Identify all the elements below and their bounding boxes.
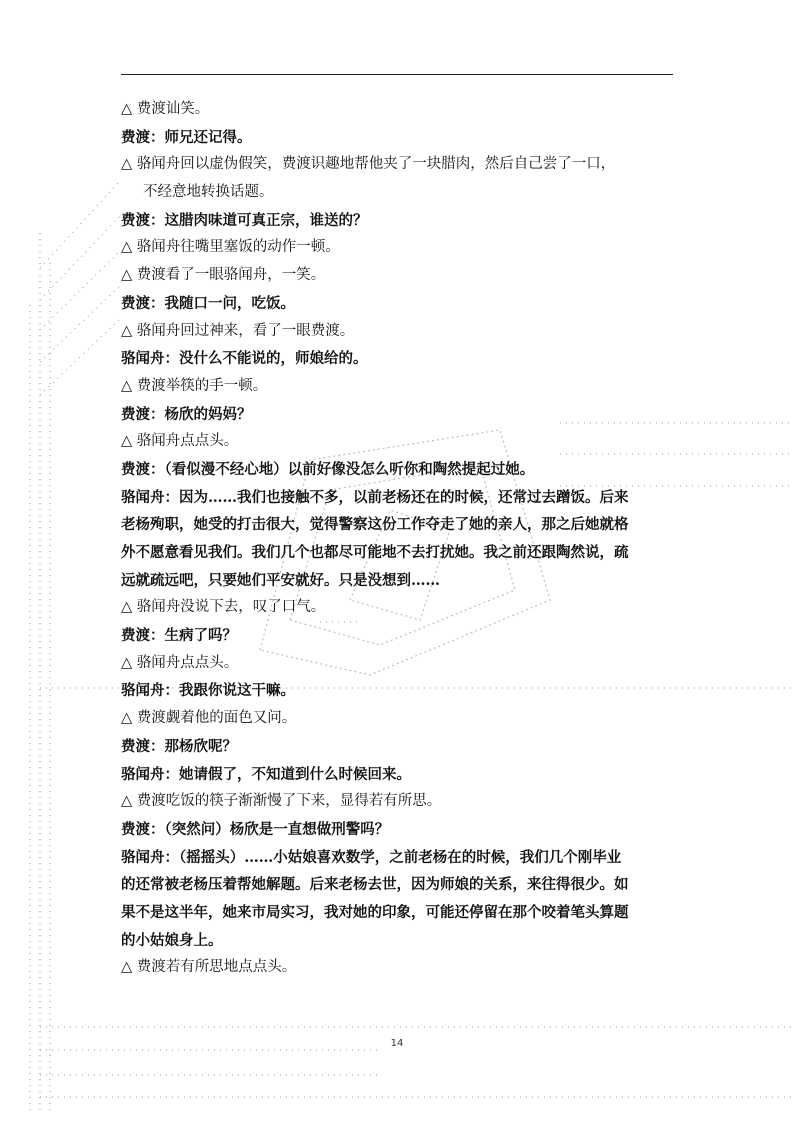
action-line: △ 骆闻舟没说下去，叹了口气。: [121, 599, 326, 616]
dialogue-line: [121, 677, 681, 705]
dialogue-line: [121, 484, 681, 512]
dialogue-text: （摇摇头）……小姑娘喜欢数学，之前老杨在的时候，我们几个刚毕业: [179, 848, 622, 866]
dialogue-line-continued: 的小姑娘身上。: [121, 931, 223, 949]
action-line: △ 费渡看了一眼骆闻舟，一笑。: [121, 267, 326, 284]
action-line: △ 费渡讪笑。: [121, 101, 210, 117]
action-line: △ 骆闻舟往嘴里塞饭的动作一顿。: [121, 239, 340, 256]
dialogue-line: [121, 456, 681, 484]
dialogue-line: [121, 761, 681, 789]
dialogue-line: [121, 844, 681, 872]
dialogue-line: [121, 622, 681, 650]
action-line: △ 费渡觑着他的面色又问。: [121, 710, 297, 727]
dialogue-text: 生病了吗？: [164, 627, 237, 645]
dialogue-line-continued: 远就疏远吧，只要她们平安就好。只是没想到……: [121, 571, 440, 589]
speaker-name: 费渡：: [121, 294, 165, 312]
dialogue-line: [121, 207, 681, 235]
action-line: △ 费渡若有所思地点点头。: [121, 959, 297, 976]
script-body: [121, 96, 681, 982]
dialogue-text: 没什么不能说的，师娘给的。: [179, 350, 368, 368]
dialogue-text: （看似漫不经心地）以前好像没怎么听你和陶然提起过她。: [164, 460, 535, 478]
dialogue-text: 那杨欣呢？: [164, 737, 237, 755]
action-line: △ 骆闻舟点点头。: [121, 433, 239, 450]
speaker-name: 费渡：: [121, 820, 165, 838]
speaker-name: 费渡：: [121, 737, 165, 755]
speaker-name: 骆闻舟：: [121, 488, 179, 506]
dialogue-text: 因为……我们也接触不多，以前老杨还在的时候，还常过去蹭饭。后来: [179, 488, 629, 506]
dialogue-line: [121, 345, 681, 373]
dialogue-line: [121, 290, 681, 318]
action-line: △ 费渡举筷的手一顿。: [121, 377, 268, 394]
dialogue-text: （突然问）杨欣是一直想做刑警吗？: [164, 820, 390, 838]
action-line-continued: 不经意地转换话题。: [143, 184, 274, 201]
page-number: 14: [390, 1038, 404, 1049]
speaker-name: 费渡：: [121, 460, 165, 478]
dialogue-line-continued: 的还常被老杨压着帮她解题。后来老杨去世，因为师娘的关系，来往得很少。如: [121, 876, 629, 894]
dialogue-line: [121, 816, 681, 844]
header-rule: [121, 74, 673, 75]
speaker-name: 费渡：: [121, 128, 165, 146]
speaker-name: 费渡：: [121, 405, 165, 423]
dialogue-line: [121, 733, 681, 761]
dialogue-text: 这腊肉味道可真正宗，谁送的？: [164, 211, 368, 229]
dialogue-line: [121, 401, 681, 429]
action-line: △ 骆闻舟回以虚伪假笑，费渡识趣地帮他夹了一块腊肉，然后自己尝了一口，: [121, 156, 616, 173]
dialogue-text: 杨欣的妈妈？: [164, 405, 252, 423]
dialogue-line: [121, 124, 681, 152]
speaker-name: 骆闻舟：: [121, 350, 179, 368]
dialogue-text: 师兄还记得。: [164, 128, 252, 146]
dialogue-text: 我随口一问，吃饭。: [164, 294, 295, 312]
dialogue-line-continued: 果不是这半年，她来市局实习，我对她的印象，可能还停留在那个咬着笔头算题: [121, 903, 629, 921]
speaker-name: 费渡：: [121, 627, 165, 645]
action-line: △ 骆闻舟回过神来，看了一眼费渡。: [121, 322, 355, 339]
dialogue-text: 她请假了，不知道到什么时候回来。: [179, 765, 411, 783]
action-line: △ 费渡吃饭的筷子渐渐慢了下来，显得若有所思。: [121, 793, 442, 810]
dialogue-line-continued: 外不愿意看见我们。我们几个也都尽可能地不去打扰她。我之前还跟陶然说，疏: [121, 544, 629, 561]
action-line: △ 骆闻舟点点头。: [121, 654, 239, 671]
speaker-name: 费渡：: [121, 211, 165, 229]
dialogue-text: 我跟你说这干嘛。: [179, 682, 295, 700]
speaker-name: 骆闻舟：: [121, 682, 179, 700]
speaker-name: 骆闻舟：: [121, 765, 179, 783]
speaker-name: 骆闻舟：: [121, 848, 179, 866]
dialogue-line-continued: 老杨殉职，她受的打击很大，觉得警察这份工作夺走了她的亲人，那之后她就格: [121, 516, 629, 534]
